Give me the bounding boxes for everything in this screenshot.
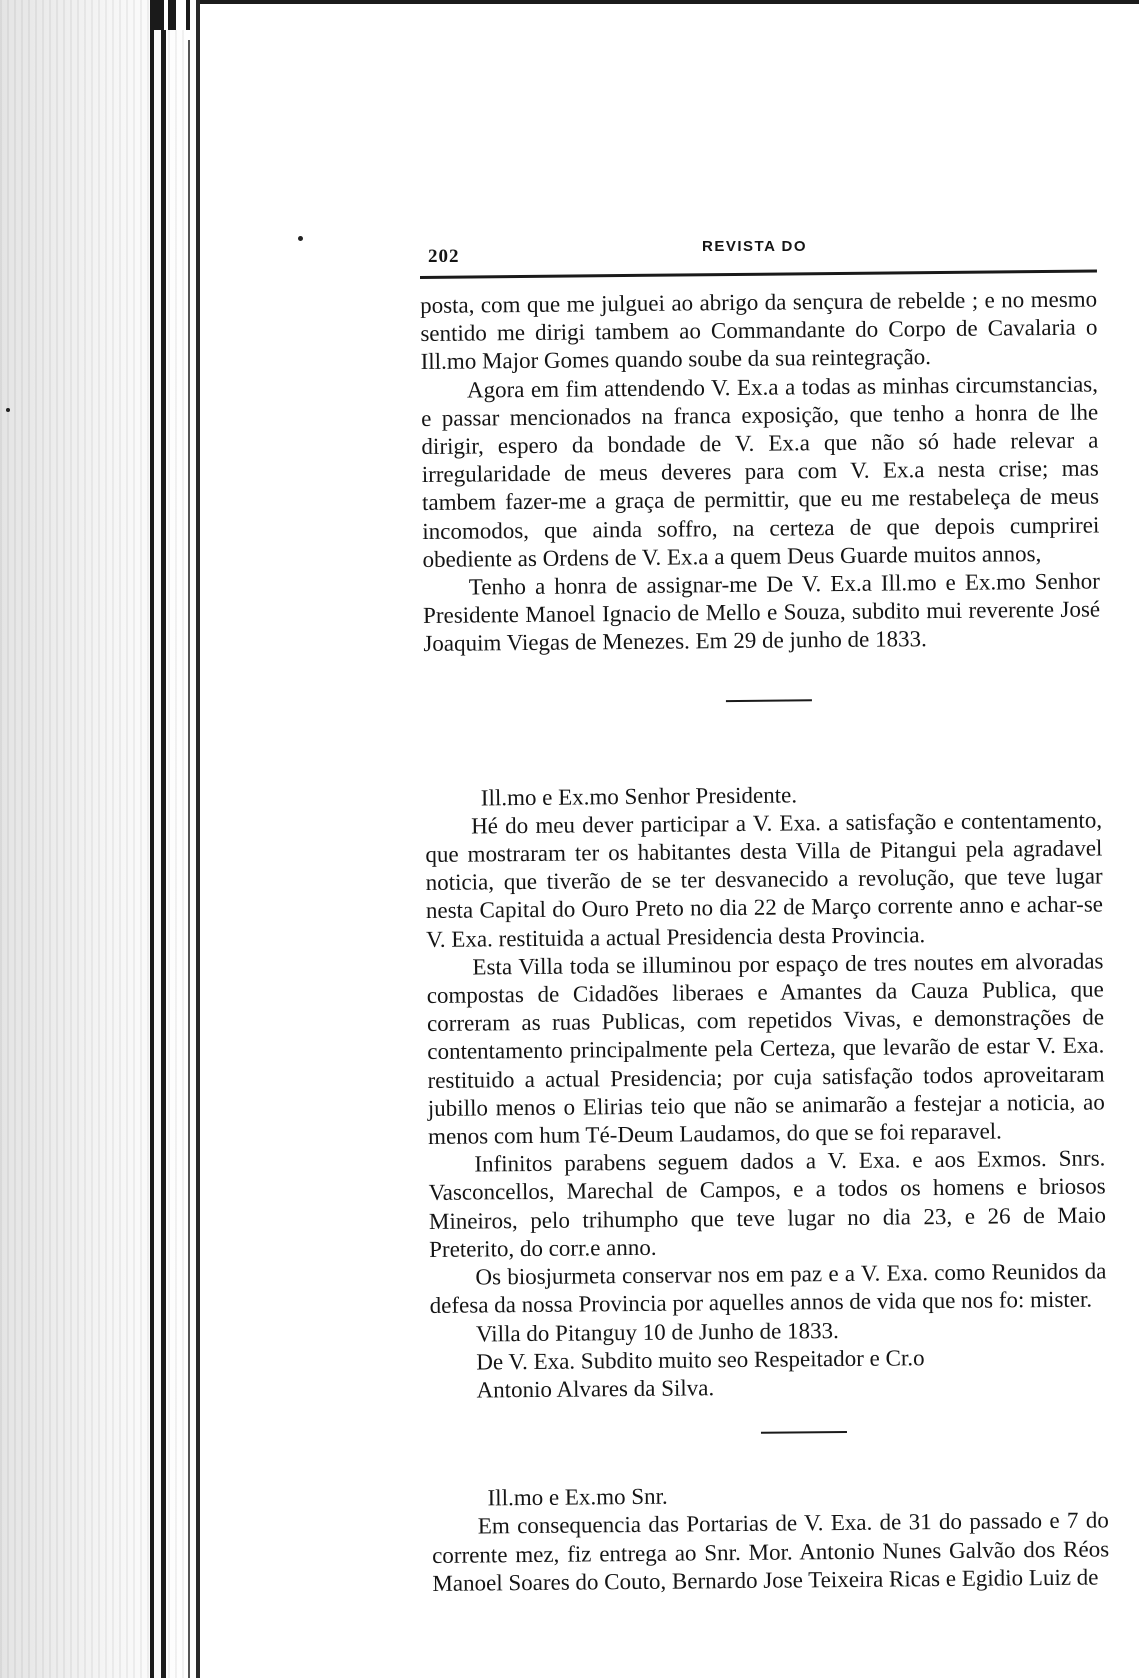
ink-speck <box>6 408 10 412</box>
section-divider <box>726 699 812 702</box>
page-edge-top <box>200 0 1139 4</box>
paragraph: Em consequencia das Portarias de V. Exa. de 31 do passado e 7 do corrente mez, fiz entrega ao Snr. Mor. Antonio Nunes Galvão dos Réos Manoel Soares do Couto, Bernardo Jose Teixeira Ricas e Egidio Luiz de <box>432 1507 1110 1596</box>
closing: De V. Exa. Subdito muito seo Respeitador e Cr.o <box>476 1344 925 1375</box>
page-number: 202 <box>428 246 460 267</box>
paragraph: Esta Villa toda se illuminou por espaço de tres noutes em alvoradas compostas de Cidadões liberaes e Amantes da Cauza Publica, que correram as ruas Publicas, com repetidos Vivas, e demonstrações de contentamento principalmente pela Certeza, que levarão de estar V. Exa. restituido a actual Presidencia; por cuja satisfação todos aproveitaram jubillo menos o Elirias teio que não se animarão a festejar a noticia, ao menos com hum Té-Deum Laudamos, do que se foi reparavel. <box>426 948 1105 1150</box>
letter-3 <box>431 1479 1109 1598</box>
letter-1 <box>420 286 1100 659</box>
letter-2 <box>425 778 1108 1405</box>
salutation: Ill.mo e Ex.mo Senhor Presidente. <box>480 782 798 811</box>
signature: Antonio Alvares da Silva. <box>476 1375 715 1403</box>
ink-speck <box>298 236 303 241</box>
paragraph: Tenho a honra de assignar-me De V. Ex.a Ill.mo e Ex.mo Senhor Presidente Manoel Ignacio de Mello e Souza, subdito mui reverente José Joaquim Viegas de Menezes. Em 29 de junho de 1833. <box>422 568 1101 657</box>
section-divider <box>761 1431 847 1434</box>
page-body <box>420 286 1110 1598</box>
page-shadow-line <box>188 40 190 1678</box>
running-head: REVISTA DO <box>702 238 808 255</box>
paragraph: posta, com que me julguei ao abrigo da sençura de rebelde ; e no mesmo sentido me dirigi tambem ao Commandante do Corpo de Cavalaria o Ill.mo Major Gomes quando soube da sua reintegração. <box>420 286 1098 375</box>
header-rule <box>420 270 1097 279</box>
paragraph: Agora em fim attendendo V. Ex.a a todas as minhas circumstancias, e passar mencionados na franca exposição, que tenho a honra de lhe dirigir, espero da bondade de V. Ex.a que não só hade relevar a irregularidade de meus deveres para com V. Ex.a nesta crise; mas tambem fazer-me a graça de permittir, que eu me restabeleça de meus incomodos, que ainda soffro, na certeza de que depois cumprirei obediente as Ordens de V. Ex.a a quem Deus Guarde muitos annos, <box>421 371 1100 572</box>
place-date: Villa do Pitanguy 10 de Junho de 1833. <box>475 1317 839 1347</box>
book-binding <box>150 30 166 1678</box>
paragraph: Os biosjurmeta conservar nos em paz e a V. Exa. como Reunidos da defesa da nossa Provincia por aquelles annos de vida que nos fo: mister. <box>429 1258 1107 1319</box>
page-edge-left <box>196 0 200 1678</box>
salutation: Ill.mo e Ex.mo Snr. <box>487 1483 668 1511</box>
paragraph: Infinitos parabens seguem dados a V. Exa. e aos Exmos. Snrs. Vasconcellos, Marechal de Campos, e a todos os homens e briosos Mineiros, pelo trihumpho que teve lugar no dia 23, e 26 de Maio Preterito, do corr.e anno. <box>428 1145 1107 1262</box>
paragraph: Hé do meu dever participar a V. Exa. a satisfação e contentamento, que mostraram ter os habitantes desta Villa de Pitangui pela agradavel noticia, que tiverão de se ter desvanecido a revolução, que teve lugar nesta Capital do Ouro Preto no dia 22 de Março corrente anno e achar-se V. Exa. restituida a actual Presidencia desta Provincia. <box>425 807 1104 952</box>
